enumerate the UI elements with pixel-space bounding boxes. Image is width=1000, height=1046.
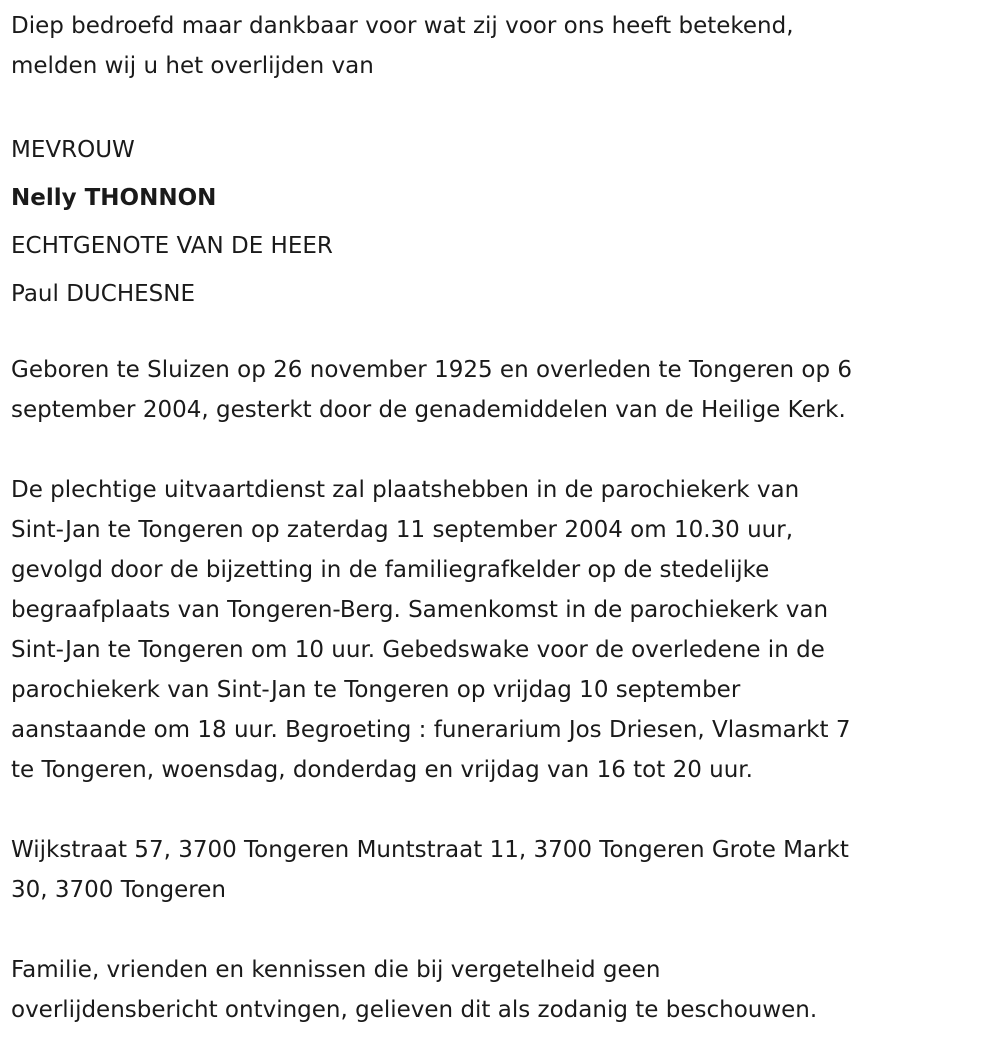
closing-line: overlijdensbericht ontvingen, gelieven dit als zodanig te beschouwen. (11, 997, 818, 1023)
obituary-notice (11, 0, 991, 1030)
funeral-line: Sint-Jan te Tongeren op zaterdag 11 september 2004 om 10.30 uur, (11, 517, 794, 543)
deceased-relation: ECHTGENOTE VAN DE HEER (11, 233, 333, 259)
funeral-line: parochiekerk van Sint-Jan te Tongeren op vrijdag 10 september (11, 677, 741, 703)
birth-death-line: september 2004, gesterkt door de genademiddelen van de Heilige Kerk. (11, 397, 846, 423)
closing-line: Familie, vrienden en kennissen die bij vergetelheid geen (11, 957, 661, 983)
address-line: Wijkstraat 57, 3700 Tongeren Muntstraat 11, 3700 Tongeren Grote Markt (11, 837, 849, 863)
intro-paragraph (11, 6, 991, 86)
funeral-line: begraafplaats van Tongeren-Berg. Samenkomst in de parochiekerk van (11, 597, 829, 623)
funeral-line: aanstaande om 18 uur. Begroeting : funerarium Jos Driesen, Vlasmarkt 7 (11, 717, 851, 743)
funeral-line: De plechtige uitvaartdienst zal plaatshebben in de parochiekerk van (11, 477, 800, 503)
intro-line: Diep bedroefd maar dankbaar voor wat zij voor ons heeft betekend, (11, 13, 794, 39)
funeral-paragraph (11, 470, 991, 790)
address-line: 30, 3700 Tongeren (11, 877, 226, 903)
spouse-name: Paul DUCHESNE (11, 281, 195, 307)
funeral-line: gevolgd door de bijzetting in de familiegrafkelder op de stedelijke (11, 557, 770, 583)
birth-death-paragraph (11, 350, 991, 430)
addresses-paragraph (11, 830, 991, 910)
funeral-line: Sint-Jan te Tongeren om 10 uur. Gebedswake voor de overledene in de (11, 637, 825, 663)
birth-death-line: Geboren te Sluizen op 26 november 1925 en overleden te Tongeren op 6 (11, 357, 853, 383)
deceased-name: Nelly THONNON (11, 185, 217, 211)
intro-line: melden wij u het overlijden van (11, 53, 374, 79)
closing-paragraph (11, 950, 991, 1030)
deceased-title: MEVROUW (11, 137, 135, 163)
funeral-line: te Tongeren, woensdag, donderdag en vrijdag van 16 tot 20 uur. (11, 757, 753, 783)
deceased-block (11, 126, 991, 318)
